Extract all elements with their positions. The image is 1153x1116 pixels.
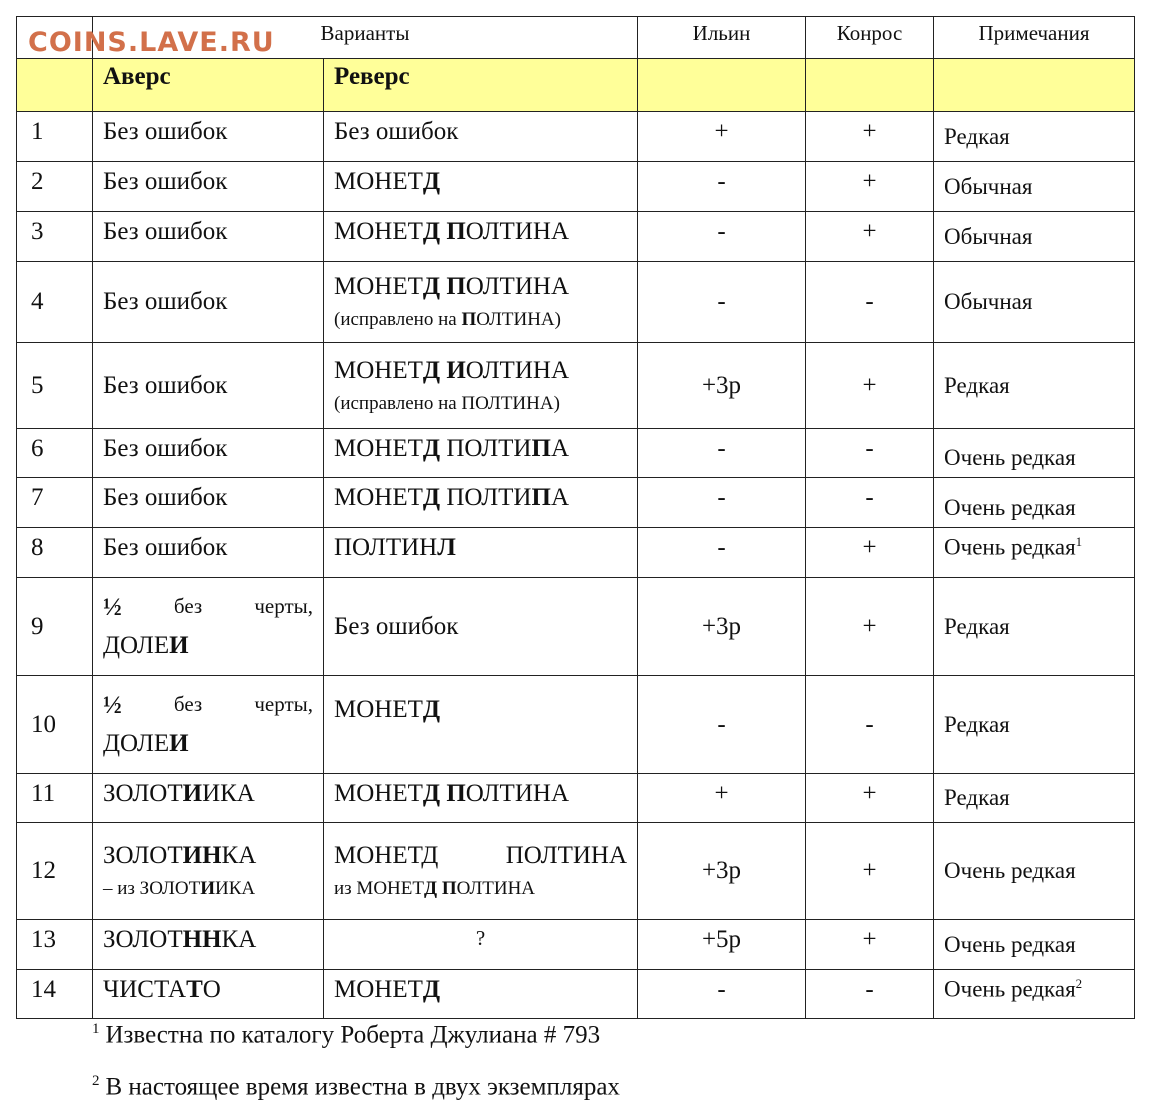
avers-cell: Без ошибок — [93, 112, 324, 162]
avers-word: черты, — [254, 593, 313, 618]
note-cell: Очень редкая — [934, 823, 1135, 920]
table-row — [17, 823, 1135, 920]
subheader-row — [17, 59, 1135, 112]
row-number: 8 — [17, 528, 93, 578]
correction-text: из МОНЕТ — [334, 878, 424, 899]
revers-error-letter: П — [531, 435, 551, 462]
subheader-empty-cell — [638, 59, 806, 112]
avers-line — [103, 692, 313, 720]
revers-text: МОНЕТ — [334, 976, 423, 1003]
revers-text: МОНЕТ — [334, 435, 423, 462]
avers-text: ДОЛЕ — [103, 631, 170, 659]
revers-text: МОНЕТ — [334, 168, 423, 195]
row-number: 2 — [17, 162, 93, 212]
row-number: 13 — [17, 920, 93, 970]
correction-text: ОЛТИНА) — [476, 309, 561, 330]
avers-text: ДОЛЕ — [103, 729, 170, 757]
revers-error-letter: И — [446, 356, 466, 384]
avers-error-letter: И — [169, 729, 189, 757]
revers-text: ОЛТИНА — [465, 780, 569, 807]
revers-cell — [324, 823, 638, 920]
note-cell: Обычная — [934, 262, 1135, 343]
avers-error-letter: ИН — [182, 842, 222, 869]
row-number: 4 — [17, 262, 93, 343]
footnote-2 — [92, 1064, 620, 1116]
table-row — [17, 429, 1135, 478]
revers-cell — [324, 162, 638, 212]
correction-letter: Д — [423, 878, 438, 899]
ilyin-cell: - — [638, 429, 806, 478]
ilyin-cell: - — [638, 162, 806, 212]
ilyin-cell: - — [638, 212, 806, 262]
konros-cell: + — [806, 212, 934, 262]
subheader-empty-cell — [934, 59, 1135, 112]
ilyin-cell: - — [638, 676, 806, 774]
revers-text: А — [550, 435, 570, 462]
konros-cell: + — [806, 162, 934, 212]
konros-cell: + — [806, 774, 934, 823]
row-number: 1 — [17, 112, 93, 162]
revers-cell — [324, 478, 638, 528]
footnotes — [92, 1012, 620, 1116]
variants-table-container — [16, 16, 1134, 1019]
avers-error-letter: И — [182, 780, 203, 807]
row-number: 5 — [17, 343, 93, 429]
avers-word: черты, — [254, 691, 313, 716]
revers-text: МОНЕТ — [334, 696, 423, 723]
revers-text: МОНЕТ — [334, 484, 423, 511]
footnote-text: Известна по каталогу Роберта Джулиана # 793 — [105, 1021, 601, 1049]
avers-line — [103, 632, 313, 660]
revers-text: МОНЕТ — [334, 780, 423, 807]
footnote-mark: 1 — [1075, 534, 1083, 549]
row-number: 7 — [17, 478, 93, 528]
note-text: Очень редкая — [944, 534, 1076, 560]
revers-text: А — [550, 484, 570, 511]
subheader-revers-cell — [324, 59, 638, 112]
revers-error-letter: Л — [437, 534, 456, 561]
row-number: 3 — [17, 212, 93, 262]
ilyin-cell: +5р — [638, 920, 806, 970]
subheader-avers: Аверс — [103, 63, 171, 90]
avers-text: О — [202, 976, 221, 1003]
konros-cell: - — [806, 429, 934, 478]
ilyin-cell: - — [638, 478, 806, 528]
konros-cell: - — [806, 676, 934, 774]
half-mark: ½ — [103, 593, 122, 621]
avers-cell: Без ошибок — [93, 262, 324, 343]
avers-error-letter: И — [169, 631, 189, 659]
avers-cell — [93, 676, 324, 774]
avers-text: ЗОЛОТ — [103, 926, 183, 953]
revers-word: ПОЛТИНА — [505, 842, 628, 869]
note-cell: Обычная — [934, 162, 1135, 212]
note-cell: Редкая — [934, 774, 1135, 823]
table-row — [17, 212, 1135, 262]
revers-error-letter: П — [446, 780, 466, 807]
revers-cell — [324, 343, 638, 429]
avers-text: ЧИСТА — [103, 976, 187, 1003]
revers-cell — [324, 212, 638, 262]
konros-cell: + — [806, 578, 934, 676]
revers-text: МОНЕТ — [334, 273, 423, 300]
note-cell: Редкая — [934, 343, 1135, 429]
avers-cell: Без ошибок — [93, 528, 324, 578]
revers-text: МОНЕТ — [334, 356, 423, 384]
revers-text: ОЛТИНА — [465, 218, 569, 245]
note-cell: Редкая — [934, 578, 1135, 676]
subheader-empty-cell — [806, 59, 934, 112]
ilyin-cell: + — [638, 112, 806, 162]
revers-error-letter: Д — [422, 356, 441, 384]
revers-cell — [324, 262, 638, 343]
konros-cell: - — [806, 478, 934, 528]
avers-cell — [93, 823, 324, 920]
correction-text: ИКА — [214, 878, 256, 899]
subheader-revers: Реверс — [334, 63, 410, 90]
avers-word: без — [173, 691, 203, 716]
avers-word: без — [173, 593, 203, 618]
row-number: 6 — [17, 429, 93, 478]
ilyin-cell: - — [638, 970, 806, 1019]
header-ilyin: Ильин — [638, 17, 806, 59]
half-mark: ½ — [103, 691, 122, 719]
revers-correction-note — [334, 878, 627, 900]
revers-cell: ? — [324, 920, 638, 970]
revers-error-letter: Д — [422, 696, 441, 723]
note-cell: Редкая — [934, 676, 1135, 774]
avers-text: ЗОЛОТ — [103, 842, 183, 869]
correction-text: (исправлено на — [334, 309, 462, 330]
konros-cell: + — [806, 823, 934, 920]
revers-error-letter: П — [531, 484, 551, 511]
correction-letter: П — [441, 878, 457, 899]
avers-text: ЗОЛОТ — [103, 780, 183, 807]
revers-error-letter: Д — [422, 976, 441, 1003]
avers-cell: Без ошибок — [93, 478, 324, 528]
konros-cell: + — [806, 528, 934, 578]
note-cell — [934, 970, 1135, 1019]
table-row — [17, 112, 1135, 162]
table-row — [17, 528, 1135, 578]
revers-text: ПОЛТИ — [440, 484, 532, 511]
avers-cell: Без ошибок — [93, 429, 324, 478]
revers-cell — [324, 676, 638, 774]
revers-correction-note: (исправлено на ПОЛТИНА) — [334, 392, 560, 414]
table-row — [17, 262, 1135, 343]
ilyin-cell: +3р — [638, 343, 806, 429]
subheader-empty-cell — [17, 59, 93, 112]
revers-error-letter: Д — [422, 484, 441, 511]
footnote-text: В настоящее время известна в двух экземплярах — [105, 1073, 620, 1101]
avers-cell: Без ошибок — [93, 212, 324, 262]
revers-error-letter: Д — [422, 168, 441, 195]
coin-variants-table — [16, 16, 1135, 1019]
table-row — [17, 676, 1135, 774]
avers-text: ИКА — [202, 780, 255, 807]
revers-text: ОЛТИНА — [465, 273, 569, 300]
note-cell: Очень редкая — [934, 429, 1135, 478]
avers-cell — [93, 578, 324, 676]
header-notes: Примечания — [934, 17, 1135, 59]
footnote-1 — [92, 1012, 620, 1064]
correction-text: – из ЗОЛОТ — [103, 878, 201, 899]
avers-text: КА — [221, 842, 257, 869]
avers-error-letter: Т — [186, 976, 203, 1003]
ilyin-cell: - — [638, 528, 806, 578]
note-text: Очень редкая — [944, 976, 1076, 1002]
revers-text: МОНЕТ — [334, 218, 423, 245]
table-row — [17, 343, 1135, 429]
table-row — [17, 578, 1135, 676]
header-variants: Варианты — [93, 17, 638, 59]
note-cell: Редкая — [934, 112, 1135, 162]
revers-text: ОЛТИНА — [465, 356, 569, 384]
correction-letter: П — [461, 309, 477, 330]
revers-error-letter: П — [446, 218, 466, 245]
avers-cell: Без ошибок — [93, 162, 324, 212]
revers-error-letter: Д — [422, 273, 441, 300]
ilyin-cell: - — [638, 262, 806, 343]
revers-error-letter: Д — [422, 218, 441, 245]
revers-cell — [324, 429, 638, 478]
note-cell: Обычная — [934, 212, 1135, 262]
revers-cell — [324, 774, 638, 823]
avers-line — [103, 730, 313, 758]
footnote-mark: 1 — [92, 1021, 100, 1037]
ilyin-cell: +3р — [638, 823, 806, 920]
revers-text: ПОЛТИ — [440, 435, 532, 462]
avers-error-letter: НН — [182, 926, 222, 953]
row-number: 14 — [17, 970, 93, 1019]
konros-cell: + — [806, 920, 934, 970]
avers-cell — [93, 774, 324, 823]
konros-cell: + — [806, 343, 934, 429]
revers-cell: Без ошибок — [324, 112, 638, 162]
ilyin-cell: +3р — [638, 578, 806, 676]
row-number: 11 — [17, 774, 93, 823]
table-row — [17, 478, 1135, 528]
row-number: 9 — [17, 578, 93, 676]
avers-correction-note — [103, 878, 313, 900]
revers-error-letter: Д — [422, 780, 441, 807]
revers-error-letter: Д — [422, 435, 441, 462]
correction-text: ОЛТИНА — [456, 878, 536, 899]
row-number: 12 — [17, 823, 93, 920]
site-watermark: COINS.LAVE.RU — [28, 27, 275, 58]
avers-cell: Без ошибок — [93, 343, 324, 429]
revers-word: МОНЕТД — [334, 842, 439, 869]
konros-cell: - — [806, 262, 934, 343]
revers-cell — [324, 528, 638, 578]
footnote-mark: 2 — [1075, 976, 1083, 991]
avers-cell — [93, 920, 324, 970]
correction-letter: И — [200, 878, 215, 899]
revers-correction-note — [334, 309, 627, 331]
avers-line — [103, 594, 313, 622]
note-cell: Очень редкая — [934, 478, 1135, 528]
table-row — [17, 162, 1135, 212]
table-row — [17, 920, 1135, 970]
revers-error-letter: П — [446, 273, 466, 300]
ilyin-cell: + — [638, 774, 806, 823]
table-row — [17, 774, 1135, 823]
revers-line — [334, 842, 627, 870]
row-number: 10 — [17, 676, 93, 774]
konros-cell: + — [806, 112, 934, 162]
revers-text: ПОЛТИН — [334, 534, 438, 561]
konros-cell: - — [806, 970, 934, 1019]
footnote-mark: 2 — [92, 1073, 100, 1089]
revers-cell: Без ошибок — [324, 578, 638, 676]
note-cell: Очень редкая — [934, 920, 1135, 970]
avers-text: КА — [221, 926, 257, 953]
header-konros: Конрос — [806, 17, 934, 59]
subheader-avers-cell — [93, 59, 324, 112]
note-cell — [934, 528, 1135, 578]
